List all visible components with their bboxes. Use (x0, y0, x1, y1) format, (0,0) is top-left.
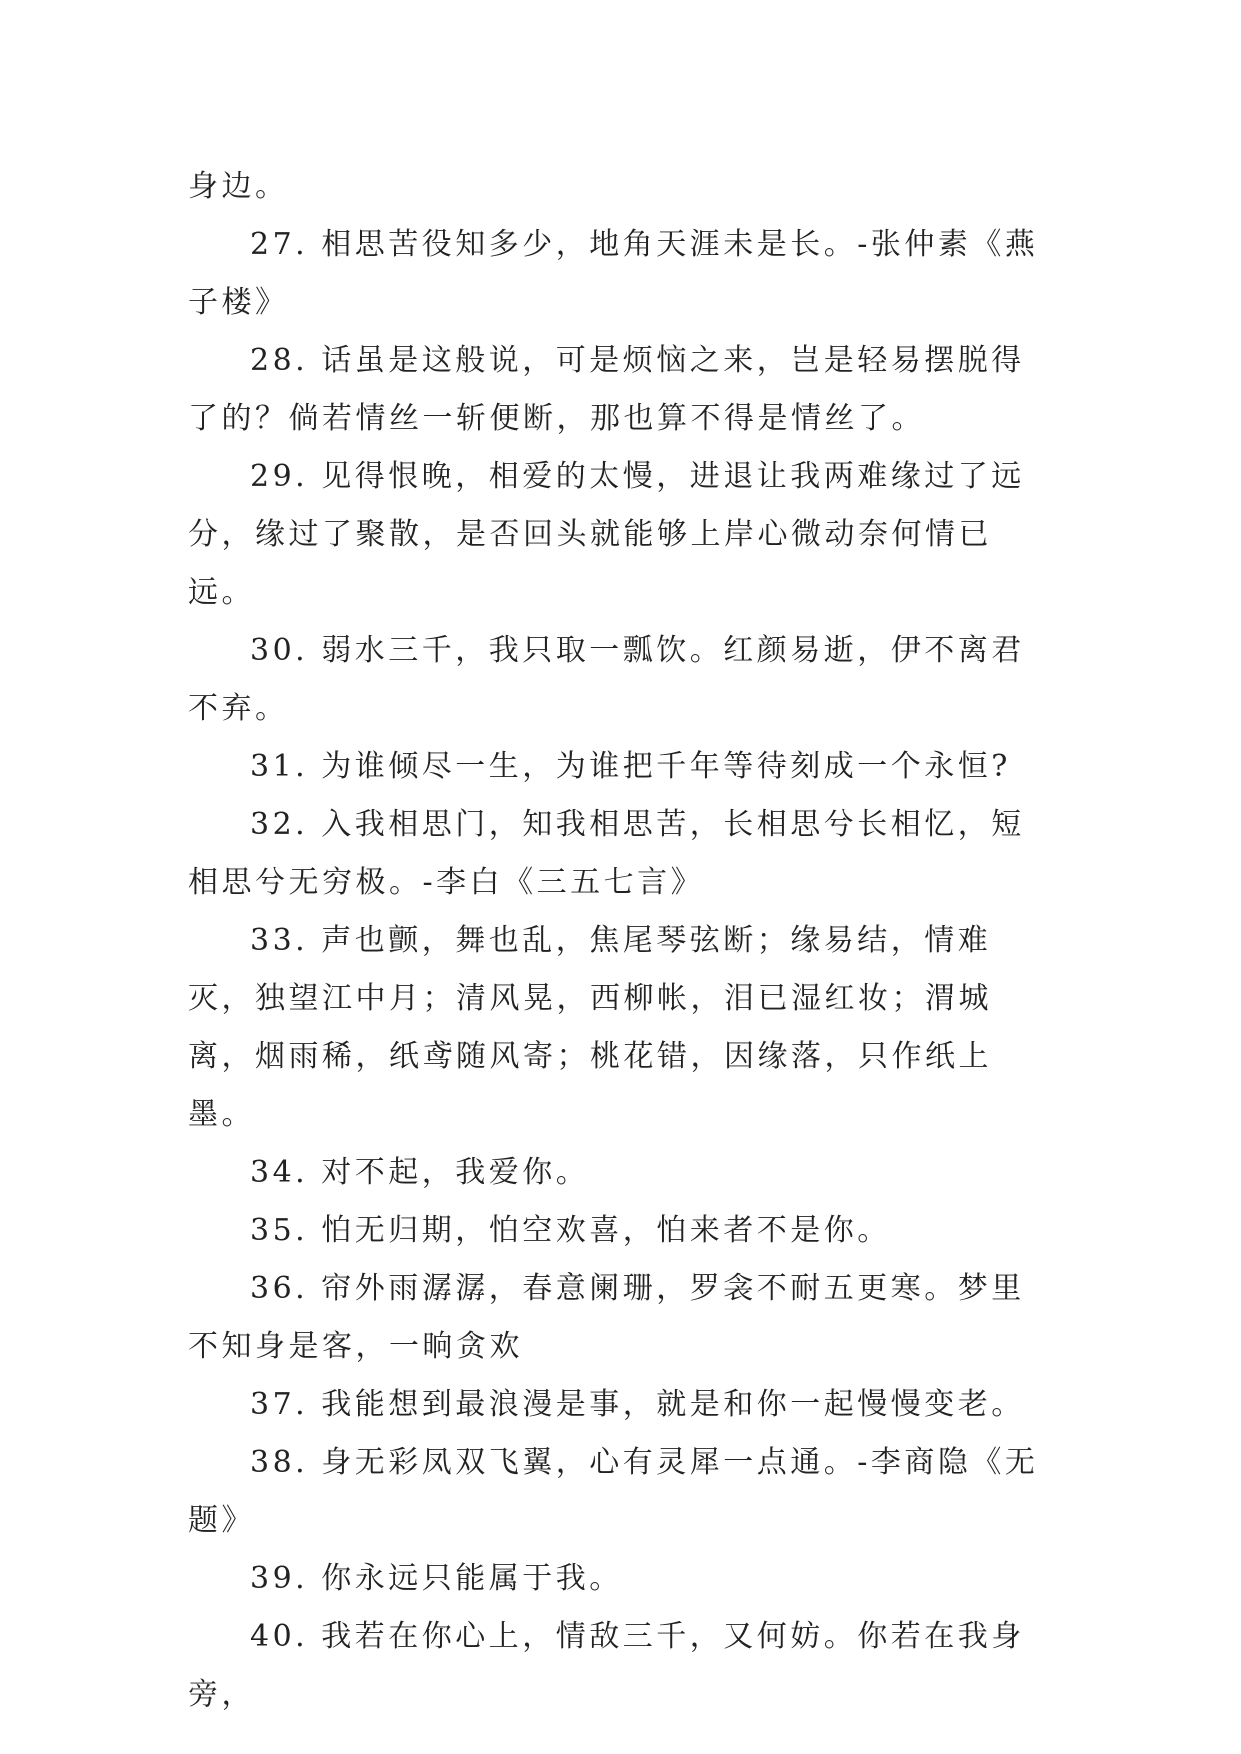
paragraph-39: 39. 你永远只能属于我。 (250, 1561, 623, 1596)
paragraph-28: 28. 话虽是这般说，可是烦恼之来，岂是轻易摆脱得了的？倘若情丝一斩便断，那也算不得是情丝了。 (188, 343, 1025, 436)
paragraph-37: 37. 我能想到最浪漫是事，就是和你一起慢慢变老。 (250, 1387, 1025, 1422)
paragraph-33: 33. 声也颤，舞也乱，焦尾琴弦断；缘易结，情难灭，独望江中月；清风晃，西柳帐，泪已湿红妆；渭城离，烟雨稀，纸鸢随风寄；桃花错，因缘落，只作纸上墨。 (188, 923, 992, 1132)
paragraph-40: 40. 我若在你心上，情敌三千，又何妨。你若在我身旁， (188, 1619, 1025, 1712)
paragraph-38: 38. 身无彩凤双飞翼，心有灵犀一点通。-李商隐《无题》 (188, 1445, 1039, 1538)
paragraph-0: 身边。 (188, 169, 289, 204)
paragraph-32: 32. 入我相思门，知我相思苦，长相思兮长相忆，短相思兮无穷极。-李白《三五七言》 (188, 807, 1025, 900)
paragraph-31: 31. 为谁倾尽一生，为谁把千年等待刻成一个永恒? (250, 749, 1011, 784)
document-body (188, 158, 1058, 1724)
paragraph-30: 30. 弱水三千，我只取一瓢饮。红颜易逝，伊不离君不弃。 (188, 633, 1025, 726)
paragraph-34: 34. 对不起，我爱你。 (250, 1155, 590, 1190)
paragraph-36: 36. 帘外雨潺潺，春意阑珊，罗衾不耐五更寒。梦里不知身是客，一晌贪欢 (188, 1271, 1025, 1364)
paragraph-29: 29. 见得恨晚，相爱的太慢，进退让我两难缘过了远分，缘过了聚散，是否回头就能够上岸心微动奈何情已远。 (188, 459, 1025, 610)
paragraph-35: 35. 怕无归期，怕空欢喜，怕来者不是你。 (250, 1213, 891, 1248)
paragraph-27: 27. 相思苦役知多少，地角天涯未是长。-张仲素《燕子楼》 (188, 227, 1039, 320)
